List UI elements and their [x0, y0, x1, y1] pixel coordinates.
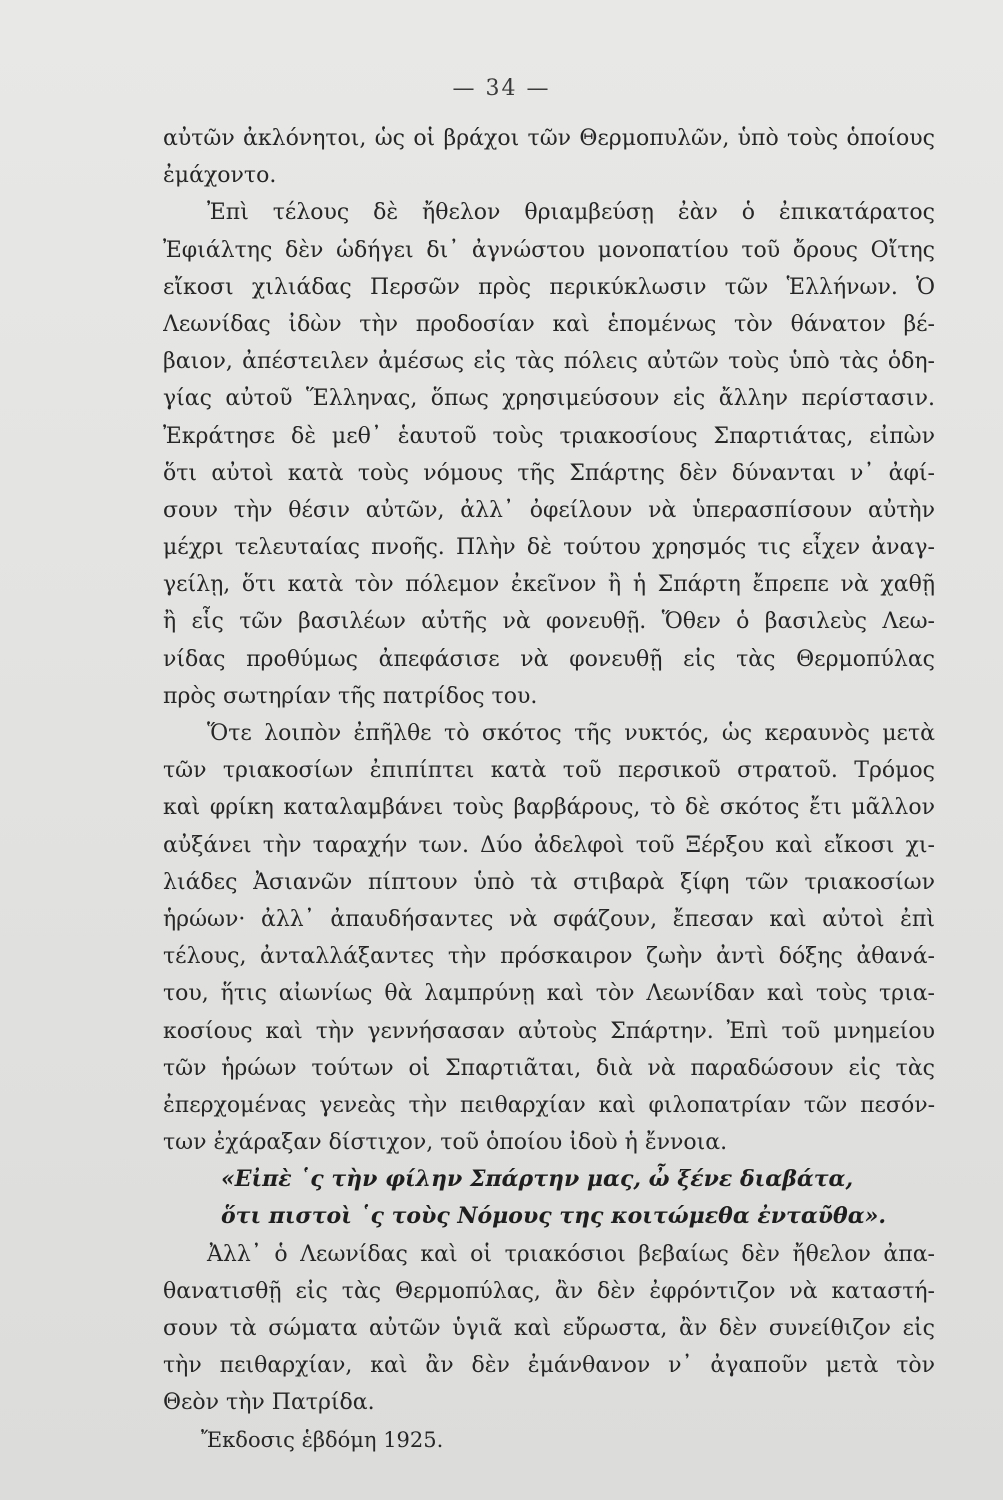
text-line: τῶν ἡρώων τούτων οἱ Σπαρτιᾶται, διὰ νὰ παραδώσουν εἰς τὰς: [163, 1055, 935, 1081]
epitaph-line: «Εἰπὲ ῾ς τὴν φίλην Σπάρτην μας, ὦ ξένε διαβάτα,: [221, 1166, 854, 1193]
epitaph-line: ὅτι πιστοὶ ῾ς τοὺς Νόμους της κοιτώμεθα ἐνταῦθα».: [221, 1203, 887, 1230]
text-line: θανατισθῇ εἰς τὰς Θερμοπύλας, ἂν δὲν ἐφρόντιζον νὰ καταστή-: [163, 1278, 935, 1304]
text-line: Ἐφιάλτης δὲν ὡδήγει δι᾽ ἀγνώστου μονοπατίου τοῦ ὄρους Οἴτης: [163, 237, 935, 263]
text-line: καὶ φρίκη καταλαμβάνει τοὺς βαρβάρους, τὸ δὲ σκότος ἔτι μᾶλλον: [163, 795, 935, 821]
body-text: [163, 120, 935, 1459]
text-line: σουν τὰ σώματα αὐτῶν ὑγιᾶ καὶ εὔρωστα, ἂν δὲν συνείθιζον εἰς: [163, 1316, 935, 1341]
text-line: των ἐχάραξαν δίστιχον, τοῦ ὁποίου ἰδοὺ ἡ ἔννοια.: [163, 1130, 728, 1156]
edition-note: Ἔκδοσις ἑβδόμη 1925.: [201, 1427, 444, 1452]
text-line: του, ἥτις αἰωνίως θὰ λαμπρύνῃ καὶ τὸν Λεωνίδαν καὶ τοὺς τρια-: [163, 981, 935, 1007]
text-line: Λεωνίδας ἰδὼν τὴν προδοσίαν καὶ ἑπομένως τὸν θάνατον βέ-: [163, 311, 935, 337]
text-line: γείλῃ, ὅτι κατὰ τὸν πόλεμον ἐκεῖνον ἢ ἡ Σπάρτη ἔπρεπε νὰ χαθῇ: [163, 572, 935, 598]
text-line: βαιον, ἀπέστειλεν ἀμέσως εἰς τὰς πόλεις αὐτῶν τοὺς ὑπὸ τὰς ὁδη-: [163, 349, 935, 375]
text-line: ἡρώων· ἀλλ᾽ ἀπαυδήσαντες νὰ σφάζουν, ἔπεσαν καὶ αὐτοὶ ἐπὶ: [163, 906, 935, 932]
text-line: Ὅτε λοιπὸν ἐπῆλθε τὸ σκότος τῆς νυκτός, ὡς κεραυνὸς μετὰ: [207, 721, 935, 746]
text-line: Θεὸν τὴν Πατρίδα.: [163, 1390, 375, 1416]
text-line: ἢ εἷς τῶν βασιλέων αὐτῆς νὰ φονευθῇ. Ὅθεν ὁ βασιλεὺς Λεω-: [163, 609, 935, 635]
text-line: κοσίους καὶ τὴν γεννήσασαν αὐτοὺς Σπάρτην. Ἐπὶ τοῦ μνημείου: [163, 1018, 935, 1044]
text-line: λιάδες Ἀσιανῶν πίπτουν ὑπὸ τὰ στιβαρὰ ξίφη τῶν τριακοσίων: [163, 869, 935, 895]
text-line: εἴκοσι χιλιάδας Περσῶν πρὸς περικύκλωσιν τῶν Ἑλλήνων. Ὁ: [163, 274, 935, 300]
text-line: ἐμάχοντο.: [163, 163, 277, 189]
text-line: Ἐπὶ τέλους δὲ ἤθελον θριαμβεύσῃ ἐὰν ὁ ἐπικατάρατος: [207, 200, 935, 226]
text-line: τὴν πειθαρχίαν, καὶ ἂν δὲν ἐμάνθανον ν᾽ ἀγαποῦν μετὰ τὸν: [163, 1353, 935, 1379]
text-line: τῶν τριακοσίων ἐπιπίπτει κατὰ τοῦ περσικοῦ στρατοῦ. Τρόμος: [163, 758, 935, 784]
text-line: πρὸς σωτηρίαν τῆς πατρίδος του.: [163, 683, 538, 709]
text-line: ὅτι αὐτοὶ κατὰ τοὺς νόμους τῆς Σπάρτης δὲν δύνανται ν᾽ ἀφί-: [163, 460, 935, 486]
page-number: — 34 —: [452, 76, 551, 101]
text-line: αὐτῶν ἀκλόνητοι, ὡς οἱ βράχοι τῶν Θερμοπυλῶν, ὑπὸ τοὺς ὁποίους: [163, 126, 935, 151]
text-line: μέχρι τελευταίας πνοῆς. Πλὴν δὲ τούτου χρησμός τις εἶχεν ἀναγ-: [163, 535, 935, 561]
text-line: Ἀλλ᾽ ὁ Λεωνίδας καὶ οἱ τριακόσιοι βεβαίως δὲν ἤθελον ἀπα-: [207, 1241, 935, 1267]
text-line: Ἐκράτησε δὲ μεθ᾽ ἑαυτοῦ τοὺς τριακοσίους Σπαρτιάτας, εἰπὼν: [163, 423, 935, 449]
text-line: τέλους, ἀνταλλάξαντες τὴν πρόσκαιρον ζωὴν ἀντὶ δόξης ἀθανά-: [163, 944, 935, 970]
text-line: γίας αὐτοῦ Ἕλληνας, ὅπως χρησιμεύσουν εἰς ἄλλην περίστασιν.: [163, 386, 935, 412]
text-line: σουν τὴν θέσιν αὐτῶν, ἀλλ᾽ ὀφείλουν νὰ ὑπερασπίσουν αὐτὴν: [163, 497, 935, 523]
text-line: νίδας προθύμως ἀπεφάσισε νὰ φονευθῇ εἰς τὰς Θερμοπύλας: [163, 646, 935, 672]
text-line: αὐξάνει τὴν ταραχήν των. Δύο ἀδελφοὶ τοῦ Ξέρξου καὶ εἴκοσι χι-: [163, 832, 935, 858]
text-line: ἐπερχομένας γενεὰς τὴν πειθαρχίαν καὶ φιλοπατρίαν τῶν πεσόν-: [163, 1092, 935, 1118]
